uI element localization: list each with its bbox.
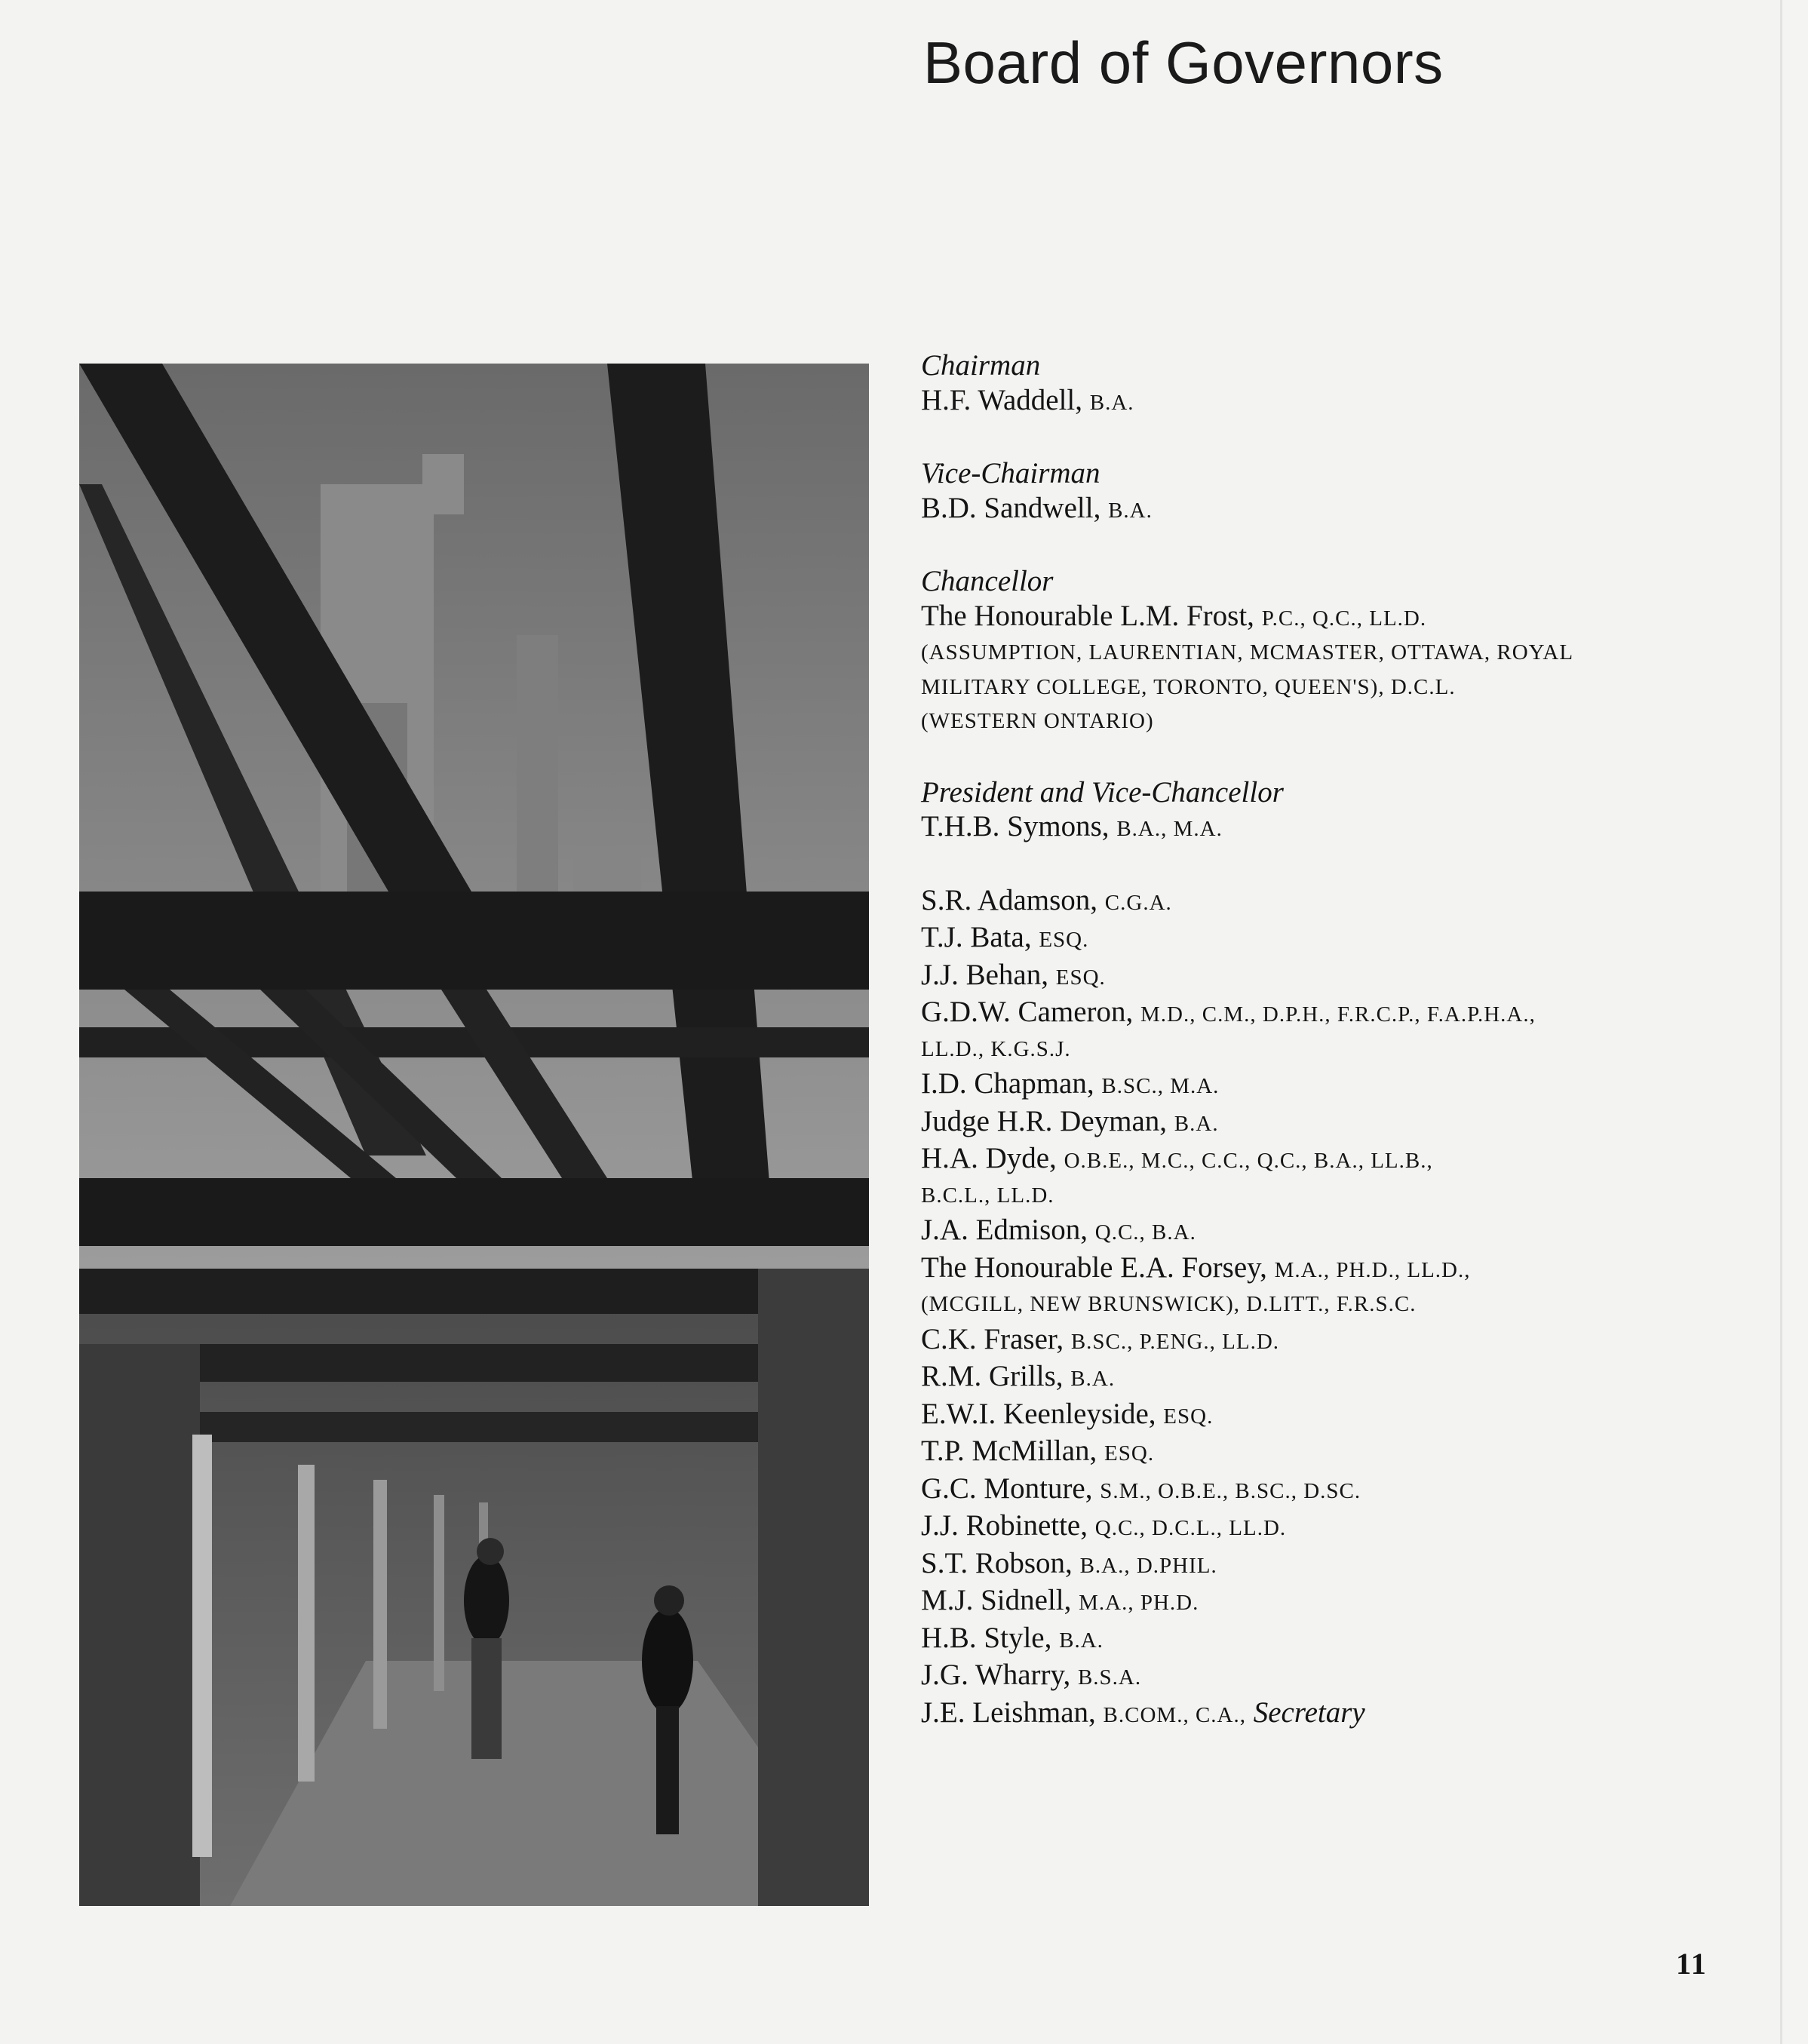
person-name: J.E. Leishman, [921,1696,1096,1729]
person-name: The Honourable E.A. Forsey, [921,1251,1267,1284]
credentials: O.B.E., M.C., C.C., Q.C., B.A., LL.B., [1064,1149,1433,1173]
officer-entry [921,383,1736,421]
credentials: B.A. [1108,498,1153,523]
secretary-title: Secretary [1253,1696,1365,1729]
credentials: B.A. [1089,390,1134,415]
officer-entry [921,809,1736,847]
person-name: G.D.W. Cameron, [921,996,1134,1028]
member-entry [921,1322,1736,1360]
person-name: J.G. Wharry, [921,1659,1071,1691]
person-name: E.W.I. Keenleyside, [921,1397,1156,1430]
officer-chairman [921,348,1736,420]
person-name: G.C. Monture, [921,1472,1093,1505]
members-list [921,883,1736,1733]
page-number: 11 [1676,1947,1708,1981]
member-entry [921,995,1736,1033]
person-name: J.J. Behan, [921,958,1048,991]
credentials: B.COM., C.A., [1103,1702,1246,1727]
credentials: B.S.A. [1077,1665,1142,1690]
credentials: B.SC., M.A. [1101,1074,1220,1098]
member-entry [921,1583,1736,1621]
credentials: P.C., Q.C., LL.D. [1261,606,1427,631]
person-name: The Honourable L.M. Frost, [921,599,1254,632]
credentials: ESQ. [1055,965,1106,990]
role-label: Vice-Chairman [921,457,1100,490]
person-name: T.H.B. Symons, [921,810,1110,842]
credentials: ESQ. [1104,1441,1155,1465]
credentials: Q.C., B.A. [1094,1220,1196,1245]
person-name: H.B. Style, [921,1621,1052,1654]
person-name: Judge H.R. Deyman, [921,1104,1168,1137]
role-label: President and Vice-Chancellor [921,775,1284,809]
role-label: Chancellor [921,565,1054,597]
person-name: C.K. Fraser, [921,1322,1064,1355]
officer-vice-chairman [921,456,1736,528]
person-name: J.J. Robinette, [921,1509,1088,1542]
member-entry [921,1434,1736,1472]
officer-chancellor [921,564,1736,739]
photo-illustration [79,364,869,1906]
credentials-continuation: (WESTERN ONTARIO) [921,709,1154,733]
officer-entry [921,491,1736,529]
person-name: S.R. Adamson, [921,883,1098,916]
credentials-continuation: B.C.L., LL.D. [921,1183,1054,1208]
credentials: B.A., D.PHIL. [1079,1553,1217,1578]
campus-walkway-photo [79,364,869,1906]
credentials-continuation: (MCGILL, NEW BRUNSWICK), D.LITT., F.R.S.C. [921,1292,1417,1316]
member-entry [921,1621,1736,1659]
credentials-continuation: (ASSUMPTION, LAURENTIAN, MCMASTER, OTTAWA, ROYAL [921,640,1574,664]
person-name: H.A. Dyde, [921,1142,1057,1174]
credentials: M.D., C.M., D.P.H., F.R.C.P., F.A.P.H.A., [1140,1002,1536,1027]
person-name: I.D. Chapman, [921,1067,1094,1100]
person-name: S.T. Robson, [921,1546,1073,1579]
person-name: H.F. Waddell, [921,383,1083,416]
member-entry [921,1472,1736,1509]
person-name: M.J. Sidnell, [921,1584,1072,1616]
page-title: Board of Governors [923,29,1444,96]
person-name: J.A. Edmison, [921,1214,1088,1246]
member-entry [921,1213,1736,1251]
member-entry [921,920,1736,958]
person-name: B.D. Sandwell, [921,491,1101,524]
member-entry [921,1658,1736,1696]
credentials: M.A., PH.D., LL.D., [1274,1257,1471,1282]
member-entry [921,1359,1736,1397]
person-name: T.J. Bata, [921,921,1032,953]
member-entry [921,1397,1736,1435]
credentials-continuation: MILITARY COLLEGE, TORONTO, QUEEN'S), D.C.L. [921,674,1456,699]
credentials: Q.C., D.C.L., LL.D. [1094,1516,1287,1540]
person-name: T.P. McMillan, [921,1435,1097,1467]
member-entry [921,1067,1736,1104]
member-entry [921,958,1736,996]
credentials: ESQ. [1039,928,1089,952]
member-entry [921,1508,1736,1546]
credentials: B.A. [1059,1628,1104,1653]
credentials: B.A. [1174,1111,1219,1136]
member-entry [921,883,1736,921]
credentials: M.A., PH.D. [1079,1591,1199,1615]
member-entry [921,1251,1736,1288]
member-entry [921,1546,1736,1584]
officer-entry [921,599,1736,637]
credentials: B.A. [1070,1367,1116,1391]
credentials: C.G.A. [1104,890,1172,915]
credentials: B.A., M.A. [1116,817,1223,841]
credentials: S.M., O.B.E., B.SC., D.SC. [1100,1478,1361,1503]
board-roster [921,348,1736,1769]
person-name: R.M. Grills, [921,1360,1064,1392]
member-entry [921,1104,1736,1142]
credentials: ESQ. [1163,1404,1214,1429]
member-entry [921,1141,1736,1179]
member-entry-secretary [921,1696,1736,1733]
role-label: Chairman [921,349,1041,382]
credentials: B.SC., P.ENG., LL.D. [1070,1329,1280,1354]
credentials-continuation: LL.D., K.G.S.J. [921,1036,1071,1061]
officer-president [921,775,1736,847]
